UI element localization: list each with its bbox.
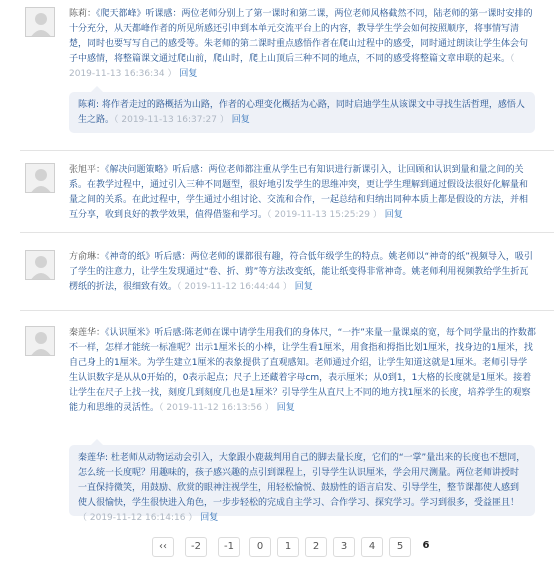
reply-time: （ 2019-11-12 16:14:16 ） (78, 513, 198, 523)
current-page: 6 (422, 540, 430, 551)
reply-link[interactable]: 回复 (200, 513, 219, 523)
reply-link[interactable]: 回复 (276, 403, 295, 413)
comment-body: 听后感：两位老师的课都很有趣，符合低年级学生的特点。姚老师以“神奇的纸”视频导入，吸引了学生的注意力，让学生发现通过“卷、折、剪”等方法改变纸，能让纸变得非常神奇。姚老师利用视频教给学生折瓦楞纸的折法，很细致有效。 (69, 252, 533, 292)
page-button[interactable]: -2 (185, 537, 207, 557)
reply-text: 秦莲华: 杜老师从动物运动会引入，大象跟小鹿裁判用自己的脚去量长度，它们的“一掌”量出来的长度也不想同，怎么统一长度呢？用趣味的，孩子感兴趣的点引到课程上，引导学生认识厘米，学会用尺测量。两位老师讲授时一直保持微笑，用鼓励、欣赏的眼神注视学生，用轻松愉悦、鼓励性的语言启发、引导学生，整节课都使人感到使人很愉快，学生很快进入角色，一步步轻松的完成自主学习、合作学习、探究学习。学习到很多，受益匪且！ (78, 453, 526, 508)
page-button[interactable]: 2 (305, 537, 327, 557)
reply-link[interactable]: 回复 (384, 210, 403, 220)
avatar (25, 250, 55, 280)
comment-time: （ 2019-11-12 16:13:56 ） (159, 403, 274, 413)
divider (20, 232, 554, 233)
page-button[interactable]: -1 (218, 537, 240, 557)
reply-text: 陈莉: 将作者走过的路概括为山路，作者的心理变化概括为心路，同时启迪学生从该课文中寻找生活哲理，感悟人生之路。 (78, 100, 525, 125)
commenter-name: 陈莉： (69, 9, 97, 19)
comment-time: （ 2019-11-13 16:36:34 ） (69, 54, 515, 79)
divider (20, 150, 554, 151)
page-button[interactable]: 4 (361, 537, 383, 557)
page-button[interactable]: 0 (249, 537, 271, 557)
reply-link[interactable]: 回复 (294, 282, 313, 292)
avatar (25, 326, 55, 356)
divider (20, 310, 554, 311)
commenter-name: 方俞琳： (69, 252, 106, 262)
lesson-title: 《解决问题策略》 (105, 165, 173, 175)
lesson-title: 《神奇的纸》 (105, 252, 155, 262)
reply-link[interactable]: 回复 (231, 115, 250, 125)
lesson-title: 《认识厘米》 (105, 328, 155, 338)
comment-body: 听课感：两位老师分别上了第一课时和第二课，两位老师风格截然不同，陆老师的第一课时安排的十分充分，从天都峰作者的所见所感还引申到本单元交流平台上的内容，教导学生学会如何按照顺序，将事情写清楚，同时也要写写自己的感受等。朱老师的第二课时重点感悟作者在爬山过程中的感受，同时通过朗读让学生体会句子中感情，将整篇课文通过爬山前，爬山时，爬上山顶后三种不同的地点，不同的感受将整篇文章串联的起来。 (69, 9, 533, 64)
commenter-name: 秦莲华： (69, 328, 106, 338)
page-button[interactable]: 3 (333, 537, 355, 557)
reply-arrow (91, 439, 103, 445)
avatar (25, 7, 55, 37)
commenter-name: 张旭平： (69, 165, 106, 175)
comment-content (69, 250, 536, 295)
comment-body: 听后感：两位老师都注重从学生已有知识进行新课引入，让回顾和认识到量和量之间的关系。在教学过程中，通过引入三种不同题型，很好地引发学生的思维冲突，更让学生理解到通过假设法很好化解量和量之间的关系。在此过程中，学生通过小组讨论、交流和合作，一起总结和归纳出同种本质上都是假设的方法，并相互分享，收到良好的教学效果，值得借鉴和学习。 (69, 165, 529, 220)
comment-body: 听后感:陈老师在课中请学生用我们的身体尺，“一拃”来量一量课桌的宽，每个同学量出的拃数都不一样，怎样才能统一标准呢？出示1厘米长的小棒，让学生看1厘米，用食指和拇指比划1厘米，找身边的1厘米，找自己身上的1厘米。为学生建立1厘米的表象提供了直观感知。老师通过介绍，让学生知道这就是1厘米。老师引导学生认识数字是从从0开始的，0表示起点；尺子上还藏着字母cm，表示厘米；从0到1，1大格的长度就是1厘米。接着让学生在尺子上找一找，刻度几到刻度几也是1厘米？引导学生从直尺上不同的地方找1厘米的长度，培养学生的观察能力和思维的灵活性。 (69, 328, 536, 413)
reply-time: （ 2019-11-13 16:37:27 ） (114, 115, 229, 125)
first-page-button[interactable]: ‹‹ (152, 537, 174, 557)
avatar (25, 163, 55, 193)
reply-box (69, 445, 535, 523)
comment-content (69, 163, 536, 223)
comment-content (69, 326, 536, 416)
comment-time: （ 2019-11-12 16:44:44 ） (177, 282, 292, 292)
comment-time: （ 2019-11-13 15:25:29 ） (267, 210, 382, 220)
reply-arrow (91, 86, 103, 92)
page-button[interactable]: 5 (389, 537, 411, 557)
reply-box (69, 92, 535, 133)
lesson-title: 《爬天都峰》 (96, 9, 146, 19)
comment-content (69, 7, 536, 82)
reply-link[interactable]: 回复 (179, 69, 198, 79)
page-button[interactable]: 1 (277, 537, 299, 557)
